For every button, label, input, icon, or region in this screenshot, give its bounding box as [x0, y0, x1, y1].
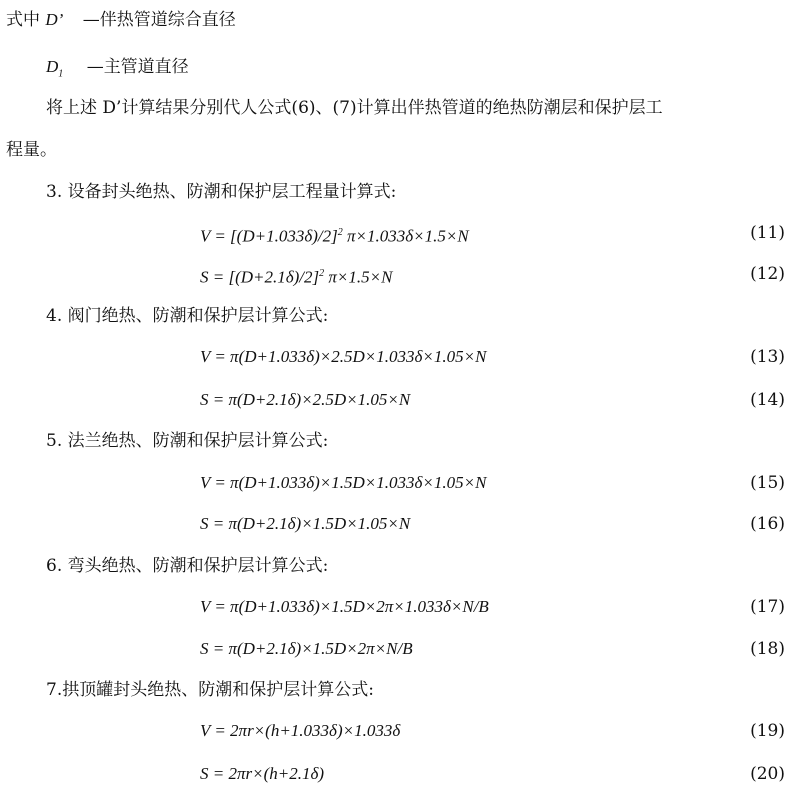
equation-number: (19) — [750, 721, 785, 741]
paragraph-line-1: 将上述 D’计算结果分别代人公式(6)、(7)计算出伴热管道的绝热防潮层和保护层工 — [46, 98, 663, 118]
equation-number: (12) — [750, 264, 785, 284]
equation-number: (11) — [750, 223, 785, 243]
equation: $S = [(D+2.1\delta)/2]^2$ π×1.5×N — [200, 267, 393, 287]
equation-number: (16) — [750, 514, 785, 534]
equation: S = 2πr×(h+2.1δ) — [200, 764, 325, 783]
equation-number: (17) — [750, 597, 785, 617]
equation-number: (15) — [750, 473, 785, 493]
paragraph-line-2: 程量。 — [6, 140, 57, 160]
equation-number: (13) — [750, 347, 785, 367]
definition-text: —伴热管道综合直径 — [82, 10, 236, 30]
equation: S = π(D+2.1δ)×1.5D×2π×N/B — [200, 639, 413, 658]
equation: V = 2πr×(h+1.033δ)×1.033δ — [200, 721, 401, 740]
definition-line-1 — [6, 10, 236, 30]
section-title: 3. 设备封头绝热、防潮和保护层工程量计算式: — [46, 182, 397, 202]
intro-prefix: 式中 — [6, 10, 40, 30]
section-title: 7.拱顶罐封头绝热、防潮和保护层计算公式: — [46, 680, 374, 700]
equation: S = π(D+2.1δ)×1.5D×1.05×N — [200, 514, 411, 533]
equation: $V = [(D+1.033\delta)/2]^2$ π×1.033δ×1.5×N — [200, 226, 469, 246]
definition-text: —主管道直径 — [86, 57, 189, 77]
section-title: 4. 阀门绝热、防潮和保护层计算公式: — [46, 306, 329, 326]
symbol-d1: $D_1$ — [46, 57, 64, 80]
equation: V = π(D+1.033δ)×1.5D×2π×1.033δ×N/B — [200, 597, 489, 616]
equation: S = π(D+2.1δ)×2.5D×1.05×N — [200, 390, 411, 409]
equation-number: (14) — [750, 390, 785, 410]
equation-number: (20) — [750, 764, 785, 784]
equation: V = π(D+1.033δ)×2.5D×1.033δ×1.05×N — [200, 347, 487, 366]
section-title: 6. 弯头绝热、防潮和保护层计算公式: — [46, 556, 329, 576]
equation-number: (18) — [750, 639, 785, 659]
symbol-d-prime: D’ — [45, 10, 64, 29]
equation: V = π(D+1.033δ)×1.5D×1.033δ×1.05×N — [200, 473, 487, 492]
section-title: 5. 法兰绝热、防潮和保护层计算公式: — [46, 431, 329, 451]
definition-line-2 — [46, 57, 189, 84]
